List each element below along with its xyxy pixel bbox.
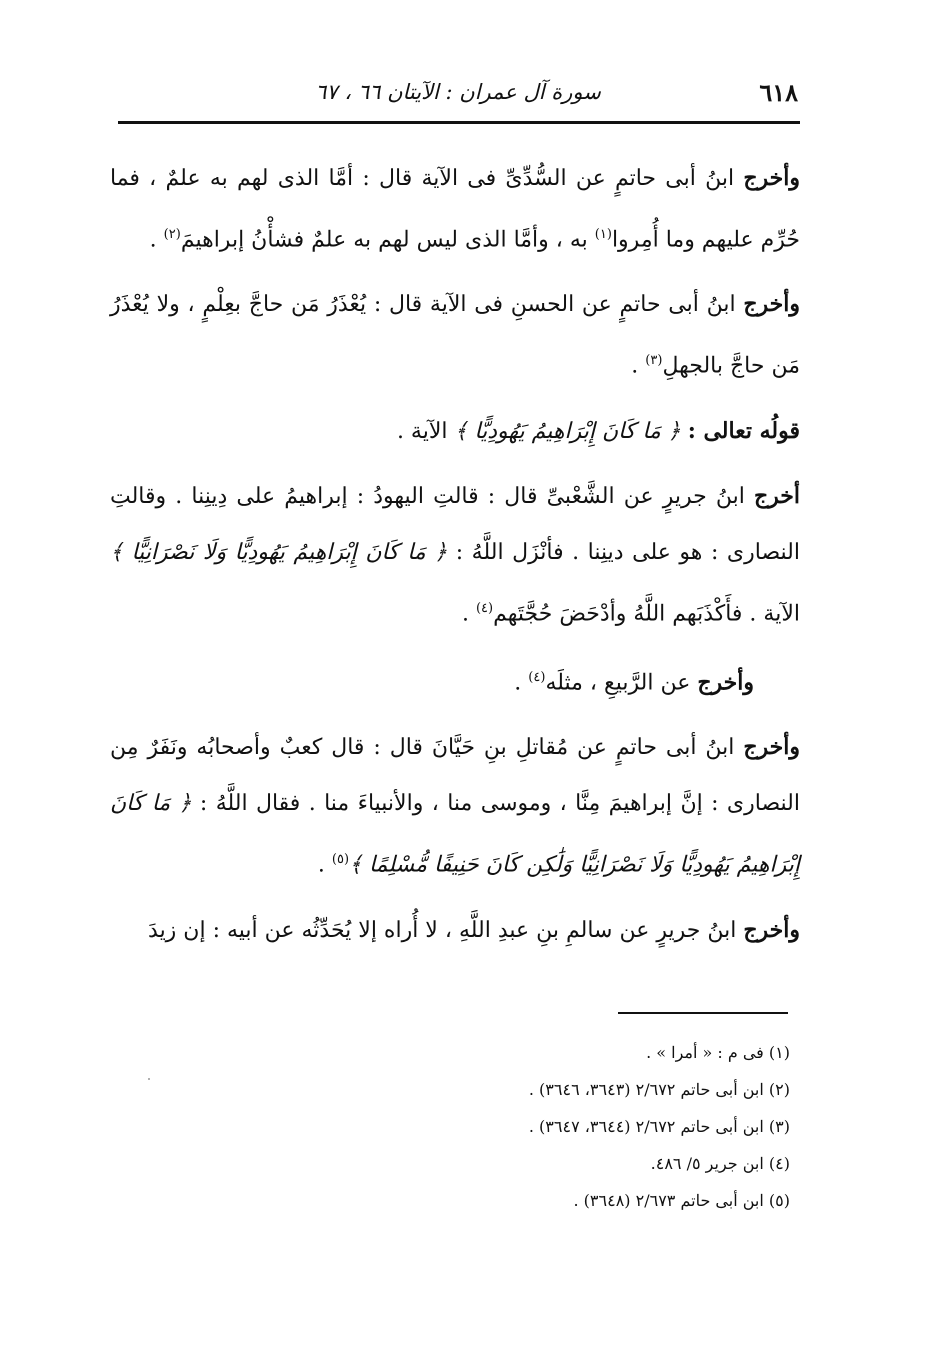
quran-quote: ﴿ مَا كَانَ إِبْرَاهِيمُ يَهُودِيًّا وَلَا نَصْرَانِيًّا ﴾ [110,539,456,565]
paragraph-text: الآية . فأَكْذَبَهم اللَّهُ وأدْحَضَ حُجَّتَهم [493,600,800,626]
paragraph-end: . [149,227,164,253]
paragraph-1 [110,150,800,268]
paragraph-text: عن الرَّبيعِ ، مثلَه [545,670,698,696]
header-rule [118,121,800,124]
paragraph-lead: وأخرج [743,734,800,761]
surah-header: سورة آل عمران : الآيتان ٦٦ ، ٦٧ [315,80,601,104]
footnote-3: (٣) ابن أبى حاتم ٢/٦٧٢ (٣٦٤٤، ٣٦٤٧) . [528,1117,790,1136]
paragraph-7 [110,902,800,959]
paragraph-text: به ، وأمَّا الذى ليس لهم به علمٌ فشأْنُ إبراهيمَ [180,227,595,253]
footnote-marker[interactable]: (٤) [528,669,546,685]
footnote-4: (٤) ابن جرير ٥/ ٤٨٦. [650,1154,790,1173]
paragraph-lead: وأخرج [743,916,800,943]
paragraph-lead: أخرج [753,482,800,509]
paragraph-end: . [317,852,332,878]
footnote-1: (١) فى م : « أمرا » . [646,1043,790,1062]
paragraph-text: ابنُ أبى حاتمٍ عن الحسنِ فى الآية قال : يُعْذَرُ مَن حاجَّ بعِلْمٍ ، ولا يُعْذَرُ مَن حاجَّ بالجهلِ [110,292,800,379]
footnote-marker[interactable]: (١) [594,227,612,242]
paragraph-lead: وأخرج [743,291,800,318]
paragraph-6 [110,719,800,893]
paragraph-end: . [514,670,529,696]
footnote-marker[interactable]: (٤) [475,600,494,616]
paragraph-text: ابنُ جريرٍ عن الشَّعْبىِّ قال : قالتِ اليهودُ : إبراهيمُ على دِينِنا . وقالتِ النصارى : هو على دينِنا . فأنْزَل اللَّهُ : [110,483,800,565]
verse-heading: قولُه تعالى : [687,417,800,444]
paragraph-3 [110,403,800,460]
footnote-rule [618,1012,788,1014]
footnotes [300,1034,790,1219]
footnote-marker[interactable]: (٣) [645,353,663,369]
paragraph-text: ابنُ أبى حاتمٍ عن مُقاتلِ بنِ حَيَّانَ قال : قال كعبٌ وأصحابُه ونَفَرٌ مِن النصارى : إنَّ إبراهيمَ مِنَّا ، وموسى منا ، والأنبياءَ منا . فقال اللَّهُ : [110,735,800,817]
paragraph-text: ابنُ أبى حاتمٍ عن السُّدِّىِّ فى الآية قال : أمَّا الذى لهم به علمٌ ، فما حُرِّم عليهم وما أُمِروا [110,166,800,253]
footnote-marker[interactable]: (٥) [331,852,350,868]
paragraph-text: ابنُ جريرٍ عن سالمِ بنِ عبدِ اللَّهِ ، لا أُراه إلا يُحَدِّثُه عن أبيه : إن زيدَ [148,917,744,943]
page-number: ٦١٨ [759,78,798,107]
footnote-2: (٢) ابن أبى حاتم ٢/٦٧٢ (٣٦٤٣، ٣٦٤٦) . [528,1080,790,1099]
running-head [118,78,798,112]
paragraph-end: الآية . [396,418,455,444]
scan-speck [148,1078,150,1080]
paragraph-5 [110,650,800,711]
footnote-marker[interactable]: (٢) [163,227,181,242]
paragraph-lead: وأخرج [743,165,800,191]
quran-quote: ﴿ مَا كَانَ إِبْرَاهِيمُ يَهُودِيًّا وَلَا نَصْرَانِيًّا وَلَٰكِن كَانَ حَنِيفًا مُّسْلِمًا ﴾ [110,791,800,878]
paragraph-end: . [631,353,646,379]
paragraph-2 [110,276,800,394]
quran-quote: ﴿ مَا كَانَ إِبْرَاهِيمُ يَهُودِيًّا ﴾ [454,418,688,444]
paragraph-lead: وأخرج [697,669,754,696]
paragraph-4 [110,468,800,642]
paragraph-end: . [461,600,476,626]
main-text [110,150,800,967]
footnote-5: (٥) ابن أبى حاتم ٢/٦٧٣ (٣٦٤٨) . [573,1191,790,1210]
